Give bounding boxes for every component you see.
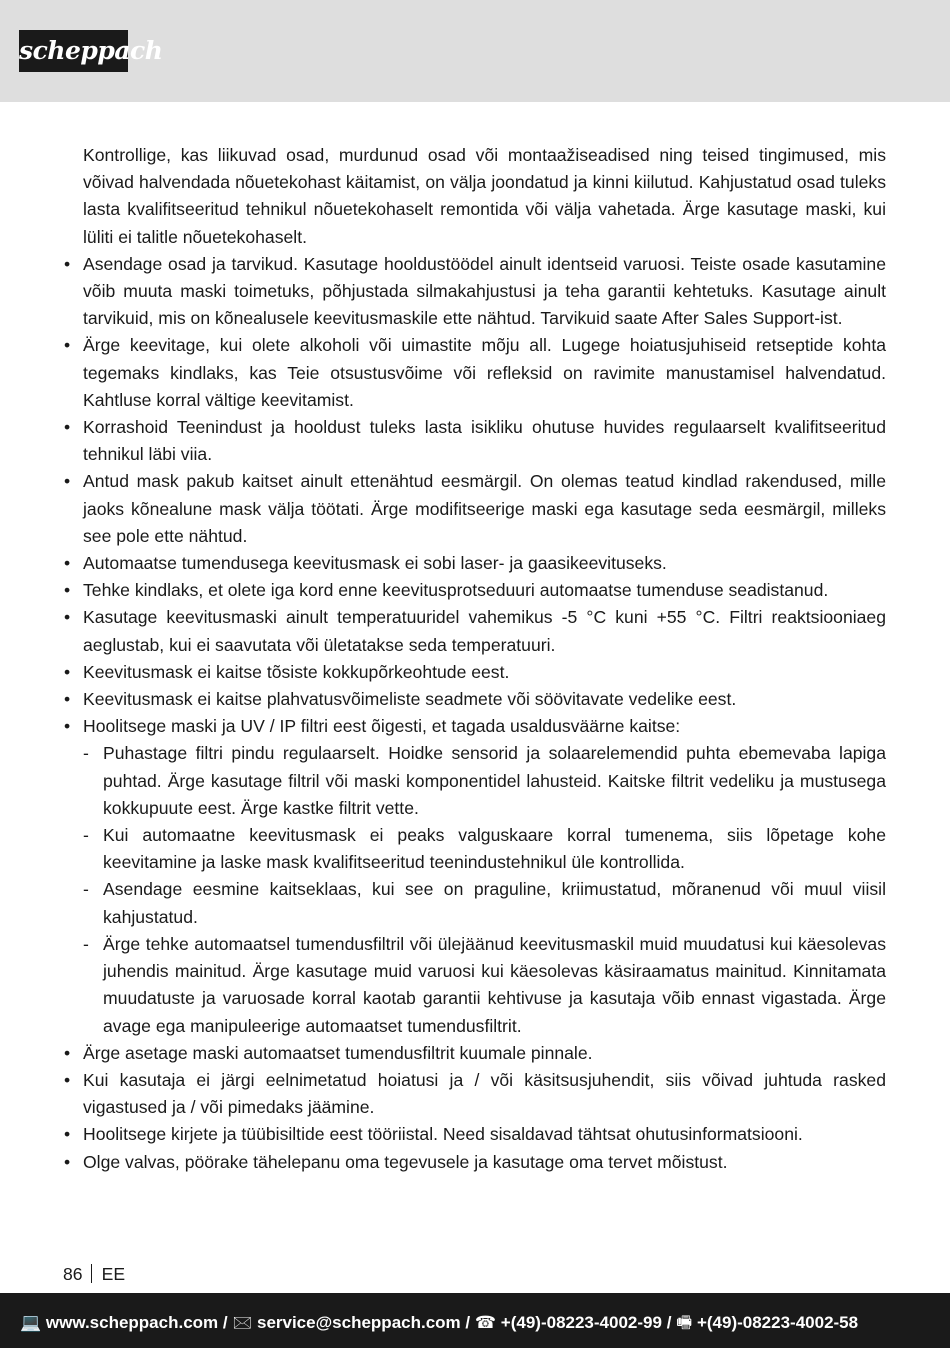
bullet-icon: • (64, 1069, 71, 1090)
bullet-icon: • (64, 253, 71, 274)
fax-number: +(49)-08223-4002-58 (696, 1313, 859, 1332)
page-header (0, 0, 950, 102)
contact-line (20, 1310, 858, 1339)
bullet-icon: • (64, 607, 71, 628)
list-item: • Keevitusmask ei kaitse tõsiste kokkupõrkeohtude eest. (62, 659, 886, 686)
list-item: • Keevitusmask ei kaitse plahvatusvõimeliste seadmete või söövitavate vedelike eest. (62, 686, 886, 713)
bullet-icon: • (64, 553, 71, 574)
list-item: • Hoolitsege kirjete ja tüübisiltide eest tööriistal. Need sisaldavad tähtsat ohutusinformatsiooni. (62, 1121, 886, 1148)
mail-icon: 🖂 (232, 1313, 253, 1332)
list-item: • Ärge asetage maski automaatset tumendusfiltrit kuumale pinnale. (62, 1040, 886, 1067)
bullet-icon: • (64, 716, 71, 737)
page-number: 86 (63, 1264, 83, 1284)
list-item: • Automaatse tumendusega keevitusmask ei sobi laser- ja gaasikeevituseks. (62, 550, 886, 577)
list-item: • Antud mask pakub kaitset ainult ettenähtud eesmärgil. On olemas teatud kindlad rakendused, mille jaoks kõnealune mask välja töötati. Ärge modifitseerige maski ega kasutage seda eesmärgil, milleks see pole ette nähtud. (62, 468, 886, 550)
bullet-icon: • (64, 1042, 71, 1063)
dash-icon: - (83, 879, 89, 900)
list-item: • Kasutage keevitusmaski ainult temperatuuridel vahemikus -5 °C kuni +55 °C. Filtri reaktsiooniaeg aeglustab, kui ei saavutata või ületatakse seda temperatuuri. (62, 604, 886, 658)
list-item: • Hoolitsege maski ja UV / IP filtri eest õigesti, et tagada usaldusväärne kaitse: (62, 713, 886, 740)
safety-list-continued (62, 1040, 886, 1176)
dash-icon: - (83, 825, 89, 846)
bullet-icon: • (64, 689, 71, 710)
separator: / (666, 1313, 672, 1332)
phone-number: +(49)-08223-4002-99 (500, 1313, 662, 1332)
sub-list-item: - Asendage eesmine kaitseklaas, kui see on praguline, kriimustatud, mõranenud või muul viisil kahjustatud. (62, 876, 886, 930)
bullet-icon: • (64, 1151, 71, 1172)
bullet-icon: • (64, 1124, 71, 1145)
dash-icon: - (83, 933, 89, 954)
language-code: EE (101, 1264, 126, 1284)
email-link[interactable]: service@scheppach.com (256, 1313, 461, 1332)
sub-list-item: - Puhastage filtri pindu regulaarselt. Hoidke sensorid ja solaarelemendid puhta ebemevaba lapiga puhtad. Ärge kasutage filtril või maski komponentidel lahusteid. Kaitske filtrit vedeliku ja mustusega kokkupuute eest. Ärge kastke filtrit vette. (62, 740, 886, 822)
scheppach-logo: scheppach (19, 30, 128, 72)
bullet-icon: • (64, 580, 71, 601)
dash-icon: - (83, 743, 89, 764)
separator: / (222, 1313, 228, 1332)
sub-list-item: - Kui automaatne keevitusmask ei peaks valguskaare korral tumenema, siis lõpetage kohe keevitamine ja laske mask kvalifitseeritud teenindustehnikul üle kontrollida. (62, 822, 886, 876)
list-item: • Tehke kindlaks, et olete iga kord enne keevitusprotseduuri automaatse tumenduse seadistanud. (62, 577, 886, 604)
page-footer-label (63, 1263, 125, 1285)
page-divider (91, 1264, 92, 1283)
list-item: • Ärge keevitage, kui olete alkoholi või uimastite mõju all. Lugege hoiatusjuhiseid retseptide kohta tegemaks kindlaks, kas Teie otsustusvõime või refleksid on ravimite manustamisel halvendatud. Kahtluse korral vältige keevitamist. (62, 332, 886, 414)
list-item: • Kui kasutaja ei järgi eelnimetatud hoiatusi ja / või käsitsusjuhendit, siis võivad juhtuda rasked vigastused ja / või pimedaks jäämine. (62, 1067, 886, 1121)
list-item: • Olge valvas, pöörake tähelepanu oma tegevusele ja kasutage oma tervet mõistust. (62, 1149, 886, 1176)
intro-paragraph: Kontrollige, kas liikuvad osad, murdunud osad või montaažiseadised ning teised tingimused, mis võivad halvendada nõuetekohast käitamist, on välja joondatud ja kinni kiilutud. Kahjustatud osad tuleks lasta kvalifitseeritud tehnikul nõuetekohaselt remontida või välja vahetada. Ärge kasutage maski, kui lüliti ei talitle nõuetekohaselt. (83, 145, 886, 247)
list-item: • Asendage osad ja tarvikud. Kasutage hooldustöödel ainult identseid varuosi. Teiste osade kasutamine võib muuta maski toimetuks, põhjustada silmakahjustusi ja teha garantii kehtetuks. Kasutage ainult tarvikuid, mis on kõnealusele keevitusmaskile ette nähtud. Tarvikuid saate After Sales Support-ist. (62, 251, 886, 333)
bullet-icon: • (64, 661, 71, 682)
safety-list (62, 251, 886, 741)
document-body (62, 142, 886, 1176)
list-item: • Korrashoid Teenindust ja hooldust tuleks lasta isikliku ohutuse huvides regulaarselt kvalifitseeritud tehnikul läbi viia. (62, 414, 886, 468)
contact-footer (0, 1293, 950, 1348)
bullet-icon: • (64, 335, 71, 356)
care-sub-list (62, 740, 886, 1039)
separator: / (465, 1313, 471, 1332)
fax-icon: 🖷 (676, 1313, 693, 1332)
bullet-icon: • (64, 471, 71, 492)
sub-list-item: - Ärge tehke automaatsel tumendusfiltril või ülejäänud keevitusmaskil muid muudatusi kui käesolevas juhendis mainitud. Ärge kasutage muid varuosi kui käesolevas käsiraamatus mainitud. Kinnitamata muudatuste ja varuosade korral kaotab garantii kehtivuse ja kasutaja võib ennast vigastada. Ärge avage ega manipuleerige automaatset tumendusfiltrit. (62, 931, 886, 1040)
phone-icon: ☎ (474, 1313, 497, 1332)
website-link[interactable]: www.scheppach.com (45, 1313, 219, 1332)
computer-icon: 💻 (20, 1313, 42, 1332)
bullet-icon: • (64, 417, 71, 438)
